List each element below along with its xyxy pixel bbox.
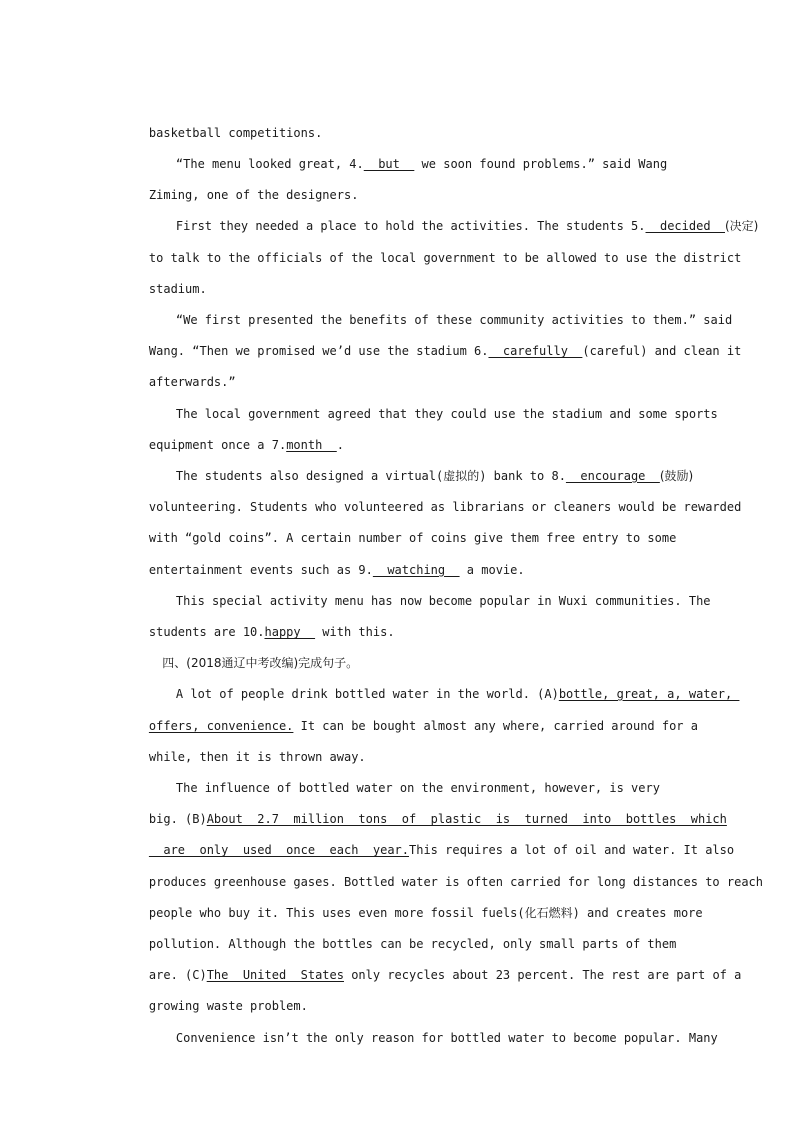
answer-9: watching (372, 563, 460, 577)
text-line (120, 477, 742, 514)
text-line (120, 727, 700, 764)
text-line (120, 228, 742, 265)
line-text: with this. (315, 625, 395, 639)
line-text: growing waste problem. (148, 999, 308, 1013)
text-line (147, 758, 700, 795)
text-line (120, 696, 700, 733)
answer-b: are only used once each year. (148, 843, 409, 857)
text-line (120, 352, 700, 389)
line-text: A lot of people drink bottled water in the world. (A) (175, 687, 559, 701)
line-text: First they needed a place to hold the activities. The students 5. (175, 219, 646, 233)
line-text: It can be bought almost any where, carried around for a (293, 719, 698, 733)
line-text: “We first presented the benefits of these community activities to them.” said (175, 313, 733, 327)
text-line (120, 165, 700, 202)
text-line (120, 415, 700, 452)
answer-6: carefully (488, 344, 583, 358)
line-text: . (336, 438, 344, 452)
line-text: “The menu looked great, 4. (175, 157, 364, 171)
answer-c: The United States (206, 968, 344, 982)
answer-5: decided (645, 219, 725, 233)
answer-8: encourage (565, 469, 660, 483)
text-line (120, 789, 727, 826)
line-text: big. (B) (148, 812, 207, 826)
text-line (120, 103, 700, 140)
line-text: people who buy it. This uses even more fossil fuels(化石燃料) and creates more (148, 906, 703, 920)
line-text: afterwards.” (148, 375, 236, 389)
section-heading (147, 633, 700, 670)
line-text: (决定) (725, 219, 759, 233)
line-text: (careful) and clean it (582, 344, 742, 358)
answer-7: month (286, 438, 337, 452)
line-text: we soon found problems.” said Wang (414, 157, 668, 171)
text-line (147, 196, 759, 233)
text-line (120, 540, 700, 577)
answer-a: offers, convenience. (148, 719, 294, 733)
text-line (120, 259, 700, 296)
line-text: Wang. “Then we promised we’d use the stadium 6. (148, 344, 489, 358)
line-text: are. (C) (148, 968, 207, 982)
text-line (120, 820, 735, 857)
text-line (147, 664, 740, 701)
text-line (120, 945, 742, 982)
answer-4: but (363, 157, 415, 171)
line-text: stadium. (148, 282, 207, 296)
line-text: produces greenhouse gases. Bottled water is often carried for long distances to reach (148, 875, 763, 889)
line-text: students are 10. (148, 625, 265, 639)
line-text: only recycles about 23 percent. The rest are part of a (343, 968, 742, 982)
line-text: a movie. (459, 563, 525, 577)
line-text: while, then it is thrown away. (148, 750, 366, 764)
text-line (120, 321, 742, 358)
line-text: The influence of bottled water on the environment, however, is very (175, 781, 660, 795)
line-text: with “gold coins”. A certain number of coins give them free entry to some (148, 531, 677, 545)
text-line (147, 290, 733, 327)
line-text: volunteering. Students who volunteered as librarians or cleaners would be rewarded (148, 500, 742, 514)
text-line (120, 508, 700, 545)
line-text: The local government agreed that they could use the stadium and some sports (175, 407, 718, 421)
line-text: entertainment events such as 9. (148, 563, 373, 577)
answer-10: happy (264, 625, 316, 639)
text-line (120, 883, 703, 920)
text-line (147, 446, 700, 483)
line-text: equipment once a 7. (148, 438, 287, 452)
text-line (120, 976, 700, 1013)
text-line (120, 914, 700, 951)
text-line (147, 134, 700, 171)
answer-b: About 2.7 million tons of plastic is turned into bottles which (206, 812, 727, 826)
line-text: The students also designed a virtual(虚拟的) bank to 8. (175, 469, 566, 483)
line-text: Ziming, one of the designers. (148, 188, 359, 202)
line-text: (鼓励) (659, 469, 694, 483)
line-text: pollution. Although the bottles can be recycled, only small parts of them (148, 937, 677, 951)
text-line (120, 602, 700, 639)
line-text: Convenience isn’t the only reason for bottled water to become popular. Many (175, 1031, 718, 1045)
text-line (147, 1008, 718, 1045)
text-line (147, 571, 711, 608)
text-line (120, 852, 763, 889)
text-line (147, 384, 718, 421)
line-text: This special activity menu has now become popular in Wuxi communities. The (175, 594, 711, 608)
line-text: to talk to the officials of the local government to be allowed to use the district (148, 251, 742, 265)
heading-text: 四、(2018通辽中考改编)完成句子。 (162, 656, 359, 670)
line-text: basketball competitions. (148, 126, 323, 140)
answer-a: bottle, great, a, water, (558, 687, 740, 701)
line-text: This requires a lot of oil and water. It also (409, 843, 735, 857)
